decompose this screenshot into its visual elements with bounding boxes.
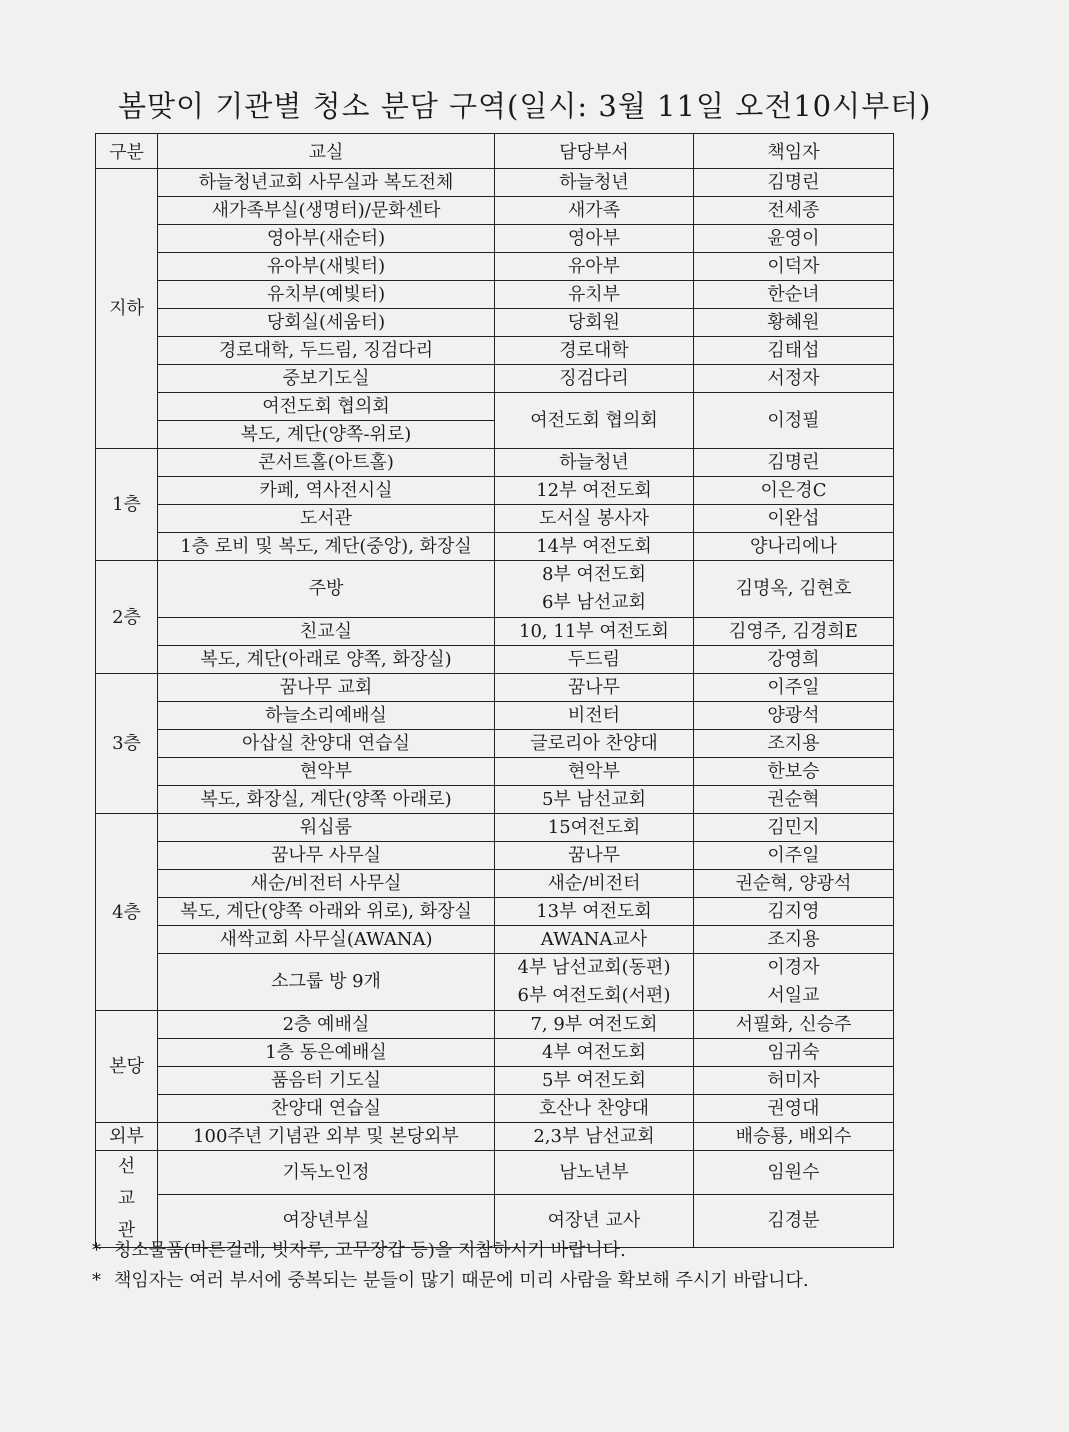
manager-cell: 권순혁 — [694, 786, 894, 814]
room-cell: 기독노인정 — [158, 1151, 495, 1195]
department-cell: 5부 여전도회 — [495, 1067, 694, 1095]
group-label: 본당 — [96, 1011, 158, 1123]
room-cell: 경로대학, 두드림, 징검다리 — [158, 337, 495, 365]
table-row — [96, 281, 894, 309]
room-cell: 새가족부실(생명터)/문화센타 — [158, 197, 495, 225]
table-row — [96, 1039, 894, 1067]
department-cell: 13부 여전도회 — [495, 898, 694, 926]
note-bullet: * — [92, 1270, 101, 1291]
manager-cell: 조지용 — [694, 730, 894, 758]
room-cell: 유치부(예빛터) — [158, 281, 495, 309]
table-row — [96, 225, 894, 253]
room-cell: 하늘소리예배실 — [158, 702, 495, 730]
table-row — [96, 926, 894, 954]
department-cell: 12부 여전도회 — [495, 477, 694, 505]
room-cell: 1층 동은예배실 — [158, 1039, 495, 1067]
table-row — [96, 618, 894, 646]
room-cell: 콘서트홀(아트홀) — [158, 449, 495, 477]
room-cell: 1층 로비 및 복도, 계단(중앙), 화장실 — [158, 533, 495, 561]
table-row — [96, 449, 894, 477]
department-cell: 도서실 봉사자 — [495, 505, 694, 533]
department-cell: 글로리아 찬양대 — [495, 730, 694, 758]
manager-line: 서일교 — [767, 985, 820, 1006]
manager-cell: 임귀숙 — [694, 1039, 894, 1067]
manager-cell: 권영대 — [694, 1095, 894, 1123]
department-cell: 영아부 — [495, 225, 694, 253]
department-cell: 꿈나무 — [495, 674, 694, 702]
cleaning-assignment-table — [95, 133, 894, 1248]
department-cell: 14부 여전도회 — [495, 533, 694, 561]
manager-cell: 김영주, 김경희E — [694, 618, 894, 646]
department-cell: 여전도회 협의회 — [495, 393, 694, 449]
page-title: 봄맞이 기관별 청소 분담 구역(일시: 3월 11일 오전10시부터) — [118, 89, 932, 123]
room-cell: 복도, 계단(아래로 양쪽, 화장실) — [158, 646, 495, 674]
department-cell: 징검다리 — [495, 365, 694, 393]
manager-cell: 이주일 — [694, 674, 894, 702]
room-cell: 복도, 계단(양쪽-위로) — [158, 421, 495, 449]
group-label: 지하 — [96, 169, 158, 449]
department-cell: 현악부 — [495, 758, 694, 786]
manager-cell: 전세종 — [694, 197, 894, 225]
table-row — [96, 646, 894, 674]
manager-cell: 서필화, 신승주 — [694, 1011, 894, 1039]
header-row — [96, 134, 894, 169]
department-cell: 하늘청년 — [495, 449, 694, 477]
table-row — [96, 1095, 894, 1123]
manager-cell: 김명옥, 김현호 — [694, 561, 894, 618]
department-cell: 유치부 — [495, 281, 694, 309]
department-cell: 여장년 교사 — [495, 1194, 694, 1247]
table-row — [96, 786, 894, 814]
room-cell: 친교실 — [158, 618, 495, 646]
room-cell: 2층 예배실 — [158, 1011, 495, 1039]
room-cell: 현악부 — [158, 758, 495, 786]
manager-cell: 임원수 — [694, 1151, 894, 1195]
department-cell: 4부 여전도회 — [495, 1039, 694, 1067]
manager-cell — [694, 954, 894, 1011]
table-row — [96, 1123, 894, 1151]
department-line: 8부 여전도회 — [541, 564, 647, 585]
room-cell: 새순/비전터 사무실 — [158, 870, 495, 898]
room-cell: 복도, 계단(양쪽 아래와 위로), 화장실 — [158, 898, 495, 926]
room-cell: 꿈나무 교회 — [158, 674, 495, 702]
manager-cell: 김명린 — [694, 169, 894, 197]
room-cell: 복도, 화장실, 계단(양쪽 아래로) — [158, 786, 495, 814]
group-label: 선교관 — [96, 1151, 158, 1248]
room-cell: 꿈나무 사무실 — [158, 842, 495, 870]
department-line: 6부 여전도회(서편) — [517, 985, 671, 1006]
room-cell: 중보기도실 — [158, 365, 495, 393]
department-cell: AWANA교사 — [495, 926, 694, 954]
manager-cell: 허미자 — [694, 1067, 894, 1095]
manager-cell: 양광석 — [694, 702, 894, 730]
table-row — [96, 674, 894, 702]
manager-cell: 서정자 — [694, 365, 894, 393]
department-cell: 7, 9부 여전도회 — [495, 1011, 694, 1039]
manager-cell: 김경분 — [694, 1194, 894, 1247]
table-row — [96, 898, 894, 926]
room-cell: 100주년 기념관 외부 및 본당외부 — [158, 1123, 495, 1151]
room-cell: 도서관 — [158, 505, 495, 533]
department-cell: 남노년부 — [495, 1151, 694, 1195]
group-label: 1층 — [96, 449, 158, 561]
department-cell: 당회원 — [495, 309, 694, 337]
room-cell: 카페, 역사전시실 — [158, 477, 495, 505]
header-category: 구분 — [96, 134, 158, 169]
table-row — [96, 702, 894, 730]
department-cell: 5부 남선교회 — [495, 786, 694, 814]
manager-cell: 김민지 — [694, 814, 894, 842]
table-row — [96, 197, 894, 225]
department-cell: 새가족 — [495, 197, 694, 225]
room-cell: 주방 — [158, 561, 495, 618]
table-row — [96, 169, 894, 197]
table-row — [96, 561, 894, 618]
table-row — [96, 758, 894, 786]
department-cell — [495, 561, 694, 618]
room-cell: 찬양대 연습실 — [158, 1095, 495, 1123]
group-label: 4층 — [96, 814, 158, 1011]
room-cell: 당회실(세움터) — [158, 309, 495, 337]
group-label: 3층 — [96, 674, 158, 814]
table-row — [96, 814, 894, 842]
manager-cell: 김지영 — [694, 898, 894, 926]
manager-cell: 이주일 — [694, 842, 894, 870]
department-cell: 꿈나무 — [495, 842, 694, 870]
manager-cell: 권순혁, 양광석 — [694, 870, 894, 898]
department-cell: 두드림 — [495, 646, 694, 674]
department-cell: 경로대학 — [495, 337, 694, 365]
department-cell: 새순/비전터 — [495, 870, 694, 898]
notes-section — [92, 1236, 892, 1296]
note-text: 청소물품(마른걸레, 빗자루, 고무장갑 등)을 지참하시기 바랍니다. — [114, 1240, 626, 1261]
header-room: 교실 — [158, 134, 495, 169]
department-cell — [495, 954, 694, 1011]
department-line: 4부 남선교회(동편) — [517, 957, 671, 978]
manager-cell: 한보승 — [694, 758, 894, 786]
manager-cell: 윤영이 — [694, 225, 894, 253]
manager-line: 이경자 — [767, 957, 820, 978]
group-label: 외부 — [96, 1123, 158, 1151]
manager-cell: 양나리에나 — [694, 533, 894, 561]
manager-cell: 김태섭 — [694, 337, 894, 365]
group-label: 2층 — [96, 561, 158, 674]
table-row — [96, 870, 894, 898]
header-department: 담당부서 — [495, 134, 694, 169]
table-row — [96, 730, 894, 758]
room-cell: 아삽실 찬양대 연습실 — [158, 730, 495, 758]
department-line: 6부 남선교회 — [541, 592, 647, 613]
table-row — [96, 337, 894, 365]
manager-cell: 조지용 — [694, 926, 894, 954]
room-cell: 영아부(새순터) — [158, 225, 495, 253]
table-row — [96, 533, 894, 561]
department-cell: 10, 11부 여전도회 — [495, 618, 694, 646]
table-row — [96, 842, 894, 870]
room-cell: 품음터 기도실 — [158, 1067, 495, 1095]
room-cell: 하늘청년교회 사무실과 복도전체 — [158, 169, 495, 197]
department-cell: 2,3부 남선교회 — [495, 1123, 694, 1151]
table-row — [96, 1011, 894, 1039]
note-item — [92, 1266, 892, 1296]
table-row — [96, 253, 894, 281]
note-item — [92, 1236, 892, 1266]
department-cell: 하늘청년 — [495, 169, 694, 197]
manager-cell: 이은경C — [694, 477, 894, 505]
manager-cell: 황혜원 — [694, 309, 894, 337]
manager-cell: 이정필 — [694, 393, 894, 449]
table-row — [96, 954, 894, 1011]
room-cell: 소그룹 방 9개 — [158, 954, 495, 1011]
manager-cell: 이덕자 — [694, 253, 894, 281]
manager-cell: 한순녀 — [694, 281, 894, 309]
room-cell: 새싹교회 사무실(AWANA) — [158, 926, 495, 954]
note-bullet: * — [92, 1240, 101, 1261]
table-row — [96, 1067, 894, 1095]
table-row — [96, 505, 894, 533]
manager-cell: 이완섭 — [694, 505, 894, 533]
department-cell: 유아부 — [495, 253, 694, 281]
room-cell: 유아부(새빛터) — [158, 253, 495, 281]
table-row — [96, 477, 894, 505]
manager-cell: 강영희 — [694, 646, 894, 674]
table-row — [96, 365, 894, 393]
manager-cell: 김명린 — [694, 449, 894, 477]
room-cell: 여전도회 협의회 — [158, 393, 495, 421]
room-cell: 워십룸 — [158, 814, 495, 842]
table-row — [96, 309, 894, 337]
department-cell: 호산나 찬양대 — [495, 1095, 694, 1123]
department-cell: 15여전도회 — [495, 814, 694, 842]
table-row — [96, 1151, 894, 1195]
note-text: 책임자는 여러 부서에 중복되는 분들이 많기 때문에 미리 사람을 확보해 주시기 바랍니다. — [114, 1270, 809, 1291]
table-row — [96, 393, 894, 421]
room-cell: 여장년부실 — [158, 1194, 495, 1247]
department-cell: 비전터 — [495, 702, 694, 730]
header-manager: 책임자 — [694, 134, 894, 169]
manager-cell: 배승룡, 배외수 — [694, 1123, 894, 1151]
